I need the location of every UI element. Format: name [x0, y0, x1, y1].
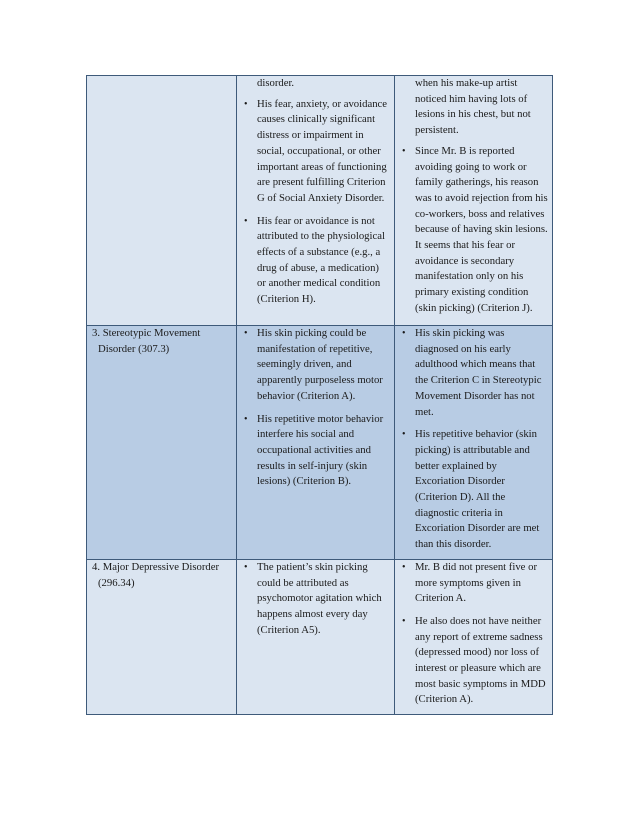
table-row — [87, 326, 553, 560]
list-item: • Since Mr. B is reported avoiding going to work or family gatherings, his reason was to avoid rejection from his co-workers, boss and relatives because of having skin lesions. It seems that his fear or avoidance is secondary manifestation only on his primary existing condition (skin picking) (Criterion J). — [402, 144, 548, 314]
criteria-table — [86, 75, 553, 715]
bullet-icon: • — [244, 413, 248, 425]
list-item: • The patient’s skin picking could be attributed as psychomotor agitation which happens almost every day (Criterion A5). — [244, 560, 382, 636]
criteria-met-list — [242, 326, 390, 490]
list-item: • Mr. B did not present five or more symptoms given in Criterion A. — [402, 560, 537, 605]
criteria-not-met-cell — [395, 326, 553, 560]
criteria-not-met-cell — [395, 559, 553, 714]
bullet-icon: • — [402, 145, 406, 157]
list-item: • He also does not have neither any report of extreme sadness (depressed mood) nor loss of interest or pleasure which are most basic symptoms in MDD (Criterion A). — [402, 614, 546, 706]
condition-cell — [87, 326, 237, 560]
list-item: • His repetitive behavior (skin picking) is attributable and better explained by Excoriation Disorder (Criterion D). All the diagnostic criteria in Excoriation Disorder are met than this disorder. — [402, 428, 540, 551]
condition-cell — [87, 559, 237, 714]
bullet-icon: • — [402, 429, 406, 441]
bullet-icon: • — [244, 98, 248, 110]
list-item: • His fear, anxiety, or avoidance causes clinically significant distress or impairment in social, occupational, or other important areas of functioning are present fulfilling Criterion G of Social Anxiety Disorder. — [244, 97, 388, 204]
list-item: • His skin picking could be manifestation of repetitive, seemingly driven, and apparently purposeless motor behavior (Criterion A). — [244, 327, 383, 402]
condition-name: 3. Stereotypic Movement Disorder (307.3) — [92, 327, 201, 355]
bullet-icon: • — [244, 215, 248, 227]
bullet-icon: • — [244, 328, 248, 339]
continued-text: when his make-up artist noticed him having lots of lesions in his chest, but not persistent. — [415, 77, 531, 137]
condition-name: 4. Major Depressive Disorder (296.34) — [92, 560, 220, 589]
condition-cell — [87, 76, 237, 326]
list-item: • His repetitive motor behavior interfere his social and occupational activities and results in self-injury (skin lesions) (Criterion B). — [244, 412, 384, 488]
criteria-met-list — [242, 97, 390, 308]
criteria-met-cell — [237, 559, 395, 714]
bullet-icon: • — [244, 561, 248, 573]
list-item: • His skin picking was diagnosed on his early adulthood which means that the Criterion C in Stereotypic Movement Disorder has not met. — [402, 327, 542, 418]
table-row — [87, 559, 553, 714]
criteria-not-met-list — [400, 326, 548, 553]
table-row — [87, 76, 553, 326]
criteria-not-met-list — [400, 560, 548, 708]
bullet-icon: • — [402, 328, 406, 339]
list-item: • His fear or avoidance is not attributed to the physiological effects of a substance (e.g., a drug of abuse, a medication) or another medical condition (Criterion H). — [244, 214, 385, 306]
criteria-met-list — [242, 560, 390, 639]
criteria-not-met-cell — [395, 76, 553, 326]
criteria-not-met-list — [400, 144, 548, 317]
bullet-icon: • — [402, 561, 406, 573]
continued-text: disorder. — [257, 77, 295, 89]
bullet-icon: • — [402, 615, 406, 627]
criteria-met-cell — [237, 76, 395, 326]
criteria-met-cell — [237, 326, 395, 560]
